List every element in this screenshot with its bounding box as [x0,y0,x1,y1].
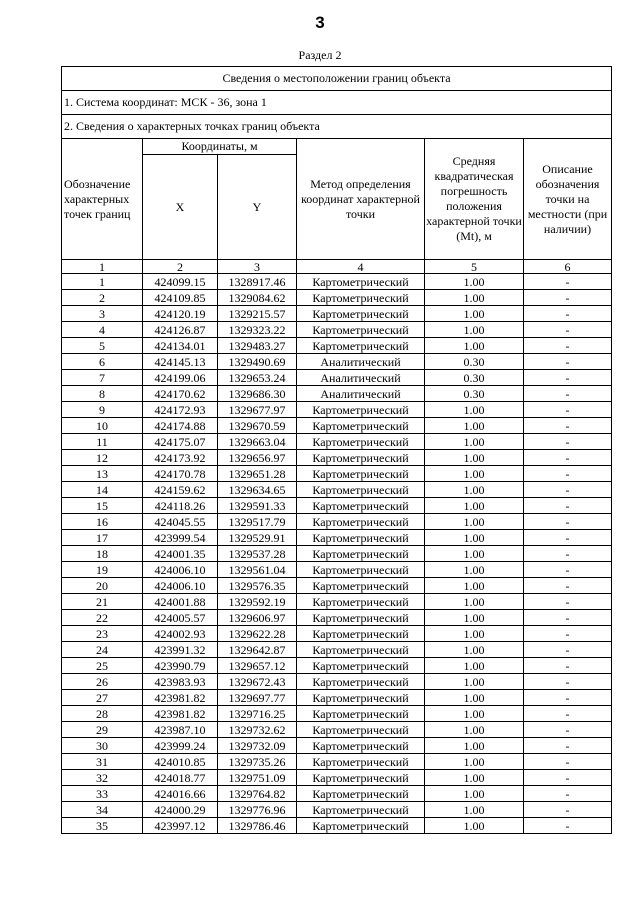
description-cell: - [524,578,612,594]
point-number-cell: 34 [62,802,143,818]
description-cell: - [524,514,612,530]
table-row [62,402,612,418]
x-cell: 424109.85 [143,290,218,306]
error-cell: 1.00 [425,578,524,594]
point-number-cell: 9 [62,402,143,418]
error-cell: 1.00 [425,434,524,450]
y-cell: 1329529.91 [218,530,297,546]
error-cell: 1.00 [425,562,524,578]
point-number-cell: 3 [62,306,143,322]
header-coordinates: Координаты, м [143,139,297,155]
point-number-cell: 27 [62,690,143,706]
point-number-cell: 20 [62,578,143,594]
table-row [62,626,612,642]
method-cell: Картометрический [297,562,425,578]
x-cell: 424010.85 [143,754,218,770]
method-cell: Картометрический [297,498,425,514]
description-cell: - [524,594,612,610]
table-row [62,354,612,370]
point-number-cell: 19 [62,562,143,578]
y-cell: 1329657.12 [218,658,297,674]
x-cell: 424174.88 [143,418,218,434]
y-cell: 1329537.28 [218,546,297,562]
error-cell: 0.30 [425,370,524,386]
y-cell: 1329561.04 [218,562,297,578]
error-cell: 1.00 [425,802,524,818]
table-row [62,306,612,322]
method-cell: Картометрический [297,738,425,754]
x-cell: 423983.93 [143,674,218,690]
y-cell: 1329606.97 [218,610,297,626]
error-cell: 1.00 [425,626,524,642]
error-cell: 1.00 [425,498,524,514]
x-cell: 424134.01 [143,338,218,354]
column-number: 6 [524,260,612,274]
x-cell: 423981.82 [143,690,218,706]
point-number-cell: 10 [62,418,143,434]
description-cell: - [524,530,612,546]
description-cell: - [524,402,612,418]
method-cell: Картометрический [297,642,425,658]
x-cell: 424006.10 [143,562,218,578]
table-row [62,706,612,722]
description-cell: - [524,370,612,386]
description-cell: - [524,434,612,450]
method-cell: Картометрический [297,578,425,594]
y-cell: 1329670.59 [218,418,297,434]
y-cell: 1329517.79 [218,514,297,530]
table-body [62,274,612,834]
description-cell: - [524,386,612,402]
method-cell: Картометрический [297,418,425,434]
method-cell: Картометрический [297,754,425,770]
error-cell: 1.00 [425,642,524,658]
point-number-cell: 31 [62,754,143,770]
point-number-cell: 21 [62,594,143,610]
description-cell: - [524,322,612,338]
error-cell: 1.00 [425,402,524,418]
error-cell: 0.30 [425,354,524,370]
header-designation: Обозначение характерных точек границ [62,139,143,260]
error-cell: 1.00 [425,466,524,482]
error-cell: 1.00 [425,770,524,786]
description-cell: - [524,274,612,290]
y-cell: 1329677.97 [218,402,297,418]
point-number-cell: 16 [62,514,143,530]
point-number-cell: 22 [62,610,143,626]
y-cell: 1329490.69 [218,354,297,370]
x-cell: 424159.62 [143,482,218,498]
header-description: Описание обозначения точки на местности (при наличии) [524,139,612,260]
method-cell: Картометрический [297,610,425,626]
description-cell: - [524,658,612,674]
x-cell: 423981.82 [143,706,218,722]
x-cell: 423990.79 [143,658,218,674]
y-cell: 1329084.62 [218,290,297,306]
header-y: Y [218,155,297,260]
method-cell: Картометрический [297,322,425,338]
description-cell: - [524,674,612,690]
description-cell: - [524,290,612,306]
point-number-cell: 35 [62,818,143,834]
error-cell: 1.00 [425,738,524,754]
table-row [62,530,612,546]
column-number: 4 [297,260,425,274]
method-cell: Картометрический [297,770,425,786]
y-cell: 1329634.65 [218,482,297,498]
description-cell: - [524,450,612,466]
description-cell: - [524,706,612,722]
description-cell: - [524,354,612,370]
method-cell: Картометрический [297,274,425,290]
x-cell: 424018.77 [143,770,218,786]
point-number-cell: 6 [62,354,143,370]
table-row [62,642,612,658]
method-cell: Аналитический [297,386,425,402]
y-cell: 1329651.28 [218,466,297,482]
method-cell: Картометрический [297,530,425,546]
error-cell: 1.00 [425,418,524,434]
method-cell: Картометрический [297,434,425,450]
point-number-cell: 25 [62,658,143,674]
method-cell: Аналитический [297,354,425,370]
y-cell: 1329642.87 [218,642,297,658]
x-cell: 424099.15 [143,274,218,290]
x-cell: 423987.10 [143,722,218,738]
description-cell: - [524,626,612,642]
method-cell: Картометрический [297,546,425,562]
description-cell: - [524,610,612,626]
boundary-points-table [61,66,612,834]
description-cell: - [524,338,612,354]
error-cell: 1.00 [425,690,524,706]
error-cell: 0.30 [425,386,524,402]
method-cell: Картометрический [297,402,425,418]
points-section-title: 2. Сведения о характерных точках границ объекта [62,115,612,139]
x-cell: 424001.88 [143,594,218,610]
table-row [62,418,612,434]
y-cell: 1329323.22 [218,322,297,338]
x-cell: 424170.62 [143,386,218,402]
y-cell: 1329591.33 [218,498,297,514]
x-cell: 423999.54 [143,530,218,546]
method-cell: Картометрический [297,690,425,706]
description-cell: - [524,802,612,818]
point-number-cell: 1 [62,274,143,290]
table-row [62,610,612,626]
table-row [62,498,612,514]
point-number-cell: 23 [62,626,143,642]
table-row [62,594,612,610]
method-cell: Картометрический [297,594,425,610]
method-cell: Картометрический [297,466,425,482]
description-cell: - [524,546,612,562]
method-cell: Картометрический [297,818,425,834]
table-row [62,386,612,402]
y-cell: 1329576.35 [218,578,297,594]
table-row [62,338,612,354]
y-cell: 1328917.46 [218,274,297,290]
error-cell: 1.00 [425,322,524,338]
y-cell: 1329732.62 [218,722,297,738]
error-cell: 1.00 [425,754,524,770]
point-number-cell: 28 [62,706,143,722]
x-cell: 424126.87 [143,322,218,338]
description-cell: - [524,722,612,738]
point-number-cell: 26 [62,674,143,690]
y-cell: 1329672.43 [218,674,297,690]
table-row [62,562,612,578]
method-cell: Картометрический [297,658,425,674]
description-cell: - [524,690,612,706]
table-row [62,514,612,530]
point-number-cell: 7 [62,370,143,386]
x-cell: 424001.35 [143,546,218,562]
x-cell: 424120.19 [143,306,218,322]
table-row [62,690,612,706]
x-cell: 424173.92 [143,450,218,466]
y-cell: 1329656.97 [218,450,297,466]
method-cell: Картометрический [297,802,425,818]
method-cell: Аналитический [297,370,425,386]
header-method: Метод определения координат характерной точки [297,139,425,260]
method-cell: Картометрический [297,306,425,322]
section-label: Раздел 2 [298,48,342,62]
description-cell: - [524,562,612,578]
description-cell: - [524,786,612,802]
point-number-cell: 8 [62,386,143,402]
description-cell: - [524,818,612,834]
table-row [62,754,612,770]
table-row [62,578,612,594]
point-number-cell: 29 [62,722,143,738]
error-cell: 1.00 [425,290,524,306]
y-cell: 1329592.19 [218,594,297,610]
column-number: 3 [218,260,297,274]
method-cell: Картометрический [297,290,425,306]
method-cell: Картометрический [297,722,425,738]
error-cell: 1.00 [425,482,524,498]
x-cell: 424016.66 [143,786,218,802]
method-cell: Картометрический [297,514,425,530]
y-cell: 1329215.57 [218,306,297,322]
x-cell: 423997.12 [143,818,218,834]
error-cell: 1.00 [425,818,524,834]
error-cell: 1.00 [425,722,524,738]
description-cell: - [524,498,612,514]
table-row [62,786,612,802]
y-cell: 1329776.96 [218,802,297,818]
error-cell: 1.00 [425,546,524,562]
point-number-cell: 13 [62,466,143,482]
point-number-cell: 30 [62,738,143,754]
point-number-cell: 4 [62,322,143,338]
y-cell: 1329751.09 [218,770,297,786]
y-cell: 1329716.25 [218,706,297,722]
description-cell: - [524,482,612,498]
method-cell: Картометрический [297,786,425,802]
table-row [62,802,612,818]
x-cell: 424145.13 [143,354,218,370]
y-cell: 1329483.27 [218,338,297,354]
method-cell: Картометрический [297,674,425,690]
x-cell: 424000.29 [143,802,218,818]
y-cell: 1329686.30 [218,386,297,402]
x-cell: 424118.26 [143,498,218,514]
error-cell: 1.00 [425,530,524,546]
table-row [62,482,612,498]
table-row [62,290,612,306]
point-number-cell: 18 [62,546,143,562]
column-number: 2 [143,260,218,274]
point-number-cell: 14 [62,482,143,498]
point-number-cell: 15 [62,498,143,514]
error-cell: 1.00 [425,706,524,722]
table-row [62,770,612,786]
point-number-cell: 17 [62,530,143,546]
column-number-row [62,260,612,274]
point-number-cell: 33 [62,786,143,802]
y-cell: 1329735.26 [218,754,297,770]
method-cell: Картометрический [297,626,425,642]
error-cell: 1.00 [425,274,524,290]
table-title: Сведения о местоположении границ объекта [62,67,612,91]
table-row [62,322,612,338]
x-cell: 424006.10 [143,578,218,594]
error-cell: 1.00 [425,338,524,354]
table-row [62,434,612,450]
y-cell: 1329697.77 [218,690,297,706]
table-row [62,466,612,482]
point-number-cell: 11 [62,434,143,450]
error-cell: 1.00 [425,594,524,610]
y-cell: 1329786.46 [218,818,297,834]
table-row [62,818,612,834]
header-error: Средняя квадратическая погрешность положения характерной точки (Mt), м [425,139,524,260]
error-cell: 1.00 [425,786,524,802]
x-cell: 424005.57 [143,610,218,626]
error-cell: 1.00 [425,674,524,690]
y-cell: 1329764.82 [218,786,297,802]
point-number-cell: 5 [62,338,143,354]
error-cell: 1.00 [425,306,524,322]
method-cell: Картометрический [297,706,425,722]
column-number: 1 [62,260,143,274]
x-cell: 424045.55 [143,514,218,530]
description-cell: - [524,642,612,658]
table-row [62,738,612,754]
description-cell: - [524,738,612,754]
point-number-cell: 12 [62,450,143,466]
table-row [62,674,612,690]
page-number: 3 [315,13,325,32]
table-row [62,450,612,466]
y-cell: 1329663.04 [218,434,297,450]
table-row [62,658,612,674]
x-cell: 424002.93 [143,626,218,642]
error-cell: 1.00 [425,658,524,674]
description-cell: - [524,770,612,786]
point-number-cell: 24 [62,642,143,658]
description-cell: - [524,466,612,482]
x-cell: 424199.06 [143,370,218,386]
x-cell: 424170.78 [143,466,218,482]
point-number-cell: 2 [62,290,143,306]
x-cell: 423991.32 [143,642,218,658]
y-cell: 1329653.24 [218,370,297,386]
method-cell: Картометрический [297,450,425,466]
table-row [62,274,612,290]
y-cell: 1329622.28 [218,626,297,642]
description-cell: - [524,754,612,770]
y-cell: 1329732.09 [218,738,297,754]
table-row [62,546,612,562]
description-cell: - [524,306,612,322]
x-cell: 424172.93 [143,402,218,418]
error-cell: 1.00 [425,514,524,530]
x-cell: 423999.24 [143,738,218,754]
method-cell: Картометрический [297,338,425,354]
column-number: 5 [425,260,524,274]
header-x: X [143,155,218,260]
table-row [62,722,612,738]
error-cell: 1.00 [425,610,524,626]
point-number-cell: 32 [62,770,143,786]
error-cell: 1.00 [425,450,524,466]
table-row [62,370,612,386]
coord-system-row: 1. Система координат: МСК - 36, зона 1 [62,91,612,115]
method-cell: Картометрический [297,482,425,498]
x-cell: 424175.07 [143,434,218,450]
description-cell: - [524,418,612,434]
